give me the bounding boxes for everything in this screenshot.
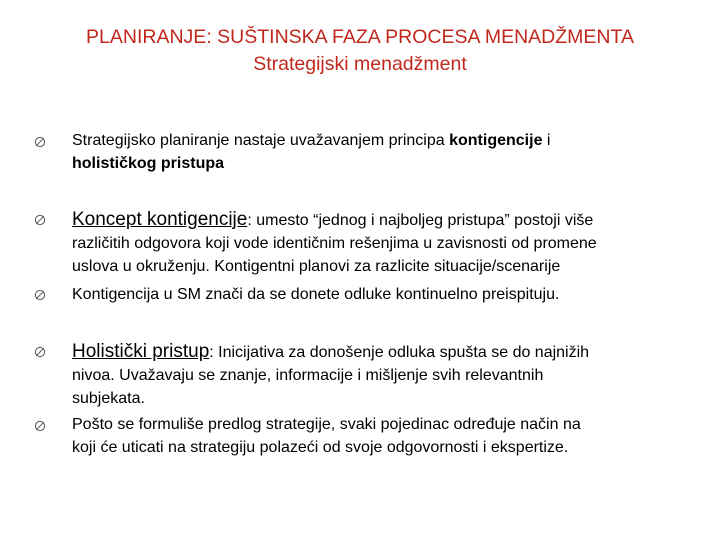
slide-title: PLANIRANJE: SUŠTINSKA FAZA PROCESA MENADŽMENTA	[86, 26, 634, 48]
paragraph-text: : Inicijativa za donošenje odluka spušta se do najnižih	[209, 344, 590, 361]
crossed-circle-icon	[34, 289, 46, 301]
paragraph-line: nivoa. Uvažavaju se znanje, informacije i mišljenje svih relevantnih	[72, 367, 544, 384]
paragraph-line: subjekata.	[72, 390, 145, 407]
paragraph-line: Pošto se formuliše predlog strategije, svaki pojedinac određuje način na	[72, 416, 581, 433]
crossed-circle-icon	[34, 214, 46, 226]
section-heading: Holistički pristup	[72, 341, 210, 362]
paragraph-text: i	[542, 132, 551, 149]
section-heading: Koncept kontigencije	[72, 209, 248, 230]
bullet-text-holistic-approach	[72, 340, 682, 410]
paragraph-line: različitih odgovora koji vode identičnim rešenjima u zavisnosti od promene	[72, 235, 597, 252]
bullet-text-contingency-sm: Kontigencija u SM znači da se donete odluke kontinuelno preispituju.	[72, 286, 560, 303]
paragraph-line: koji će uticati na strategiju polazeći od svoje odgovornosti i ekspertize.	[72, 439, 569, 456]
slide-subtitle: Strategijski menadžment	[253, 53, 467, 75]
paragraph-line: uslova u okruženju. Kontigentni planovi za razlicite situacije/scenarije	[72, 258, 561, 275]
bullet-text-strategic-planning	[72, 129, 682, 175]
bold-term: holističkog pristupa	[72, 155, 225, 172]
bold-term: kontigencije	[449, 132, 543, 149]
crossed-circle-icon	[34, 420, 46, 432]
bullet-text-strategy-formulation	[72, 413, 682, 459]
bullet-text-contingency-concept	[72, 208, 682, 278]
crossed-circle-icon	[34, 346, 46, 358]
crossed-circle-icon	[34, 136, 46, 148]
paragraph-text: : umesto “jednog i najboljeg pristupa” postoji više	[247, 212, 594, 229]
paragraph-text: Strategijsko planiranje nastaje uvažavanjem principa	[72, 132, 450, 149]
